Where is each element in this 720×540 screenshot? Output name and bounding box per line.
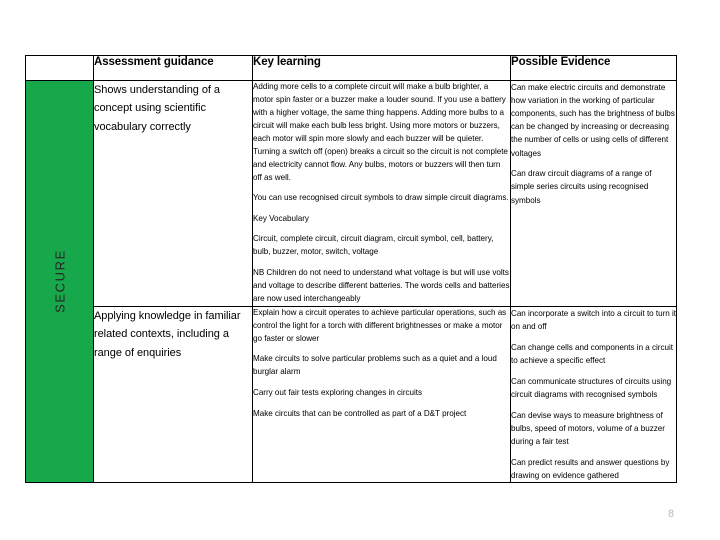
page-number: 8 — [668, 508, 675, 520]
key-learning-note: NB Children do not need to understand what voltage is but will use volts and voltage to describe different batteries. The words cells and batteries are now used interchangeably — [253, 268, 510, 303]
evidence-item: Can predict results and answer questions by drawing on evidence gathered — [511, 457, 670, 480]
key-vocabulary-list: Circuit, complete circuit, circuit diagram, circuit symbol, cell, battery, bulb, buzzer, motor, switch, voltage — [253, 234, 494, 257]
table-row — [26, 81, 677, 307]
evidence-paragraph: Can make electric circuits and demonstrate how variation in the working of particular components, such has the brightness of bulbs can be changed by increasing or decreasing the number of cells or using cells of different voltages — [511, 83, 675, 158]
evidence-item: Can incorporate a switch into a circuit to turn it on and off — [511, 308, 676, 331]
header-cell-band-blank — [26, 56, 94, 81]
cell-key-learning-row1 — [253, 81, 511, 307]
evidence-item: Can change cells and components in a circuit to achieve a specific effect — [511, 342, 673, 365]
evidence-paragraph: Can draw circuit diagrams of a range of simple series circuits using recognised symbols — [511, 169, 652, 205]
header-cell-assessment-guidance: Assessment guidance — [94, 56, 253, 81]
cell-possible-evidence-row2 — [511, 306, 677, 482]
cell-assessment-guidance-row2: Applying knowledge in familiar related contexts, including a range of enquiries — [94, 306, 253, 482]
key-learning-item: Make circuits to solve particular problems such as a quiet and a loud burglar alarm — [253, 354, 497, 377]
table-row — [26, 306, 677, 482]
header-cell-key-learning: Key learning — [253, 56, 511, 81]
key-learning-item: Make circuits that can be controlled as part of a D&T project — [253, 408, 467, 418]
key-learning-paragraph: You can use recognised circuit symbols to draw simple circuit diagrams. — [253, 193, 509, 203]
key-learning-item: Carry out fair tests exploring changes in circuits — [253, 387, 423, 397]
key-learning-item: Explain how a circuit operates to achieve particular operations, such as control the light for a torch with different brightnesses or make a motor go faster or slower — [253, 307, 507, 343]
header-cell-possible-evidence: Possible Evidence — [511, 56, 677, 81]
key-learning-paragraph: Adding more cells to a complete circuit will make a bulb brighter, a motor spin faster or a buzzer make a louder sound. If you use a battery with a higher voltage, the same thing happens. Adding more bulbs to a circuit will make each bulb less bright. Using more motors or buzzers, each motor will spin more slowly and each buzzer will be quieter. Turning a switch off (open) breaks a circuit so the circuit is not complete and electricity cannot flow. Any bulbs, motors or buzzers will then turn off as well. — [253, 82, 508, 182]
secure-band-cell — [26, 81, 94, 483]
secure-band-label: SECURE — [52, 249, 67, 314]
table-header-row — [26, 56, 677, 81]
evidence-item: Can devise ways to measure brightness of bulbs, speed of motors, volume of a buzzer during a fair test — [511, 410, 665, 446]
cell-possible-evidence-row1 — [511, 81, 677, 307]
evidence-item: Can communicate structures of circuits using circuit diagrams with recognised symbols — [511, 376, 672, 399]
assessment-criteria-table — [25, 55, 677, 483]
key-vocabulary-heading: Key Vocabulary — [253, 213, 309, 223]
cell-key-learning-row2 — [253, 306, 511, 482]
cell-assessment-guidance-row1: Shows understanding of a concept using scientific vocabulary correctly — [94, 81, 253, 307]
